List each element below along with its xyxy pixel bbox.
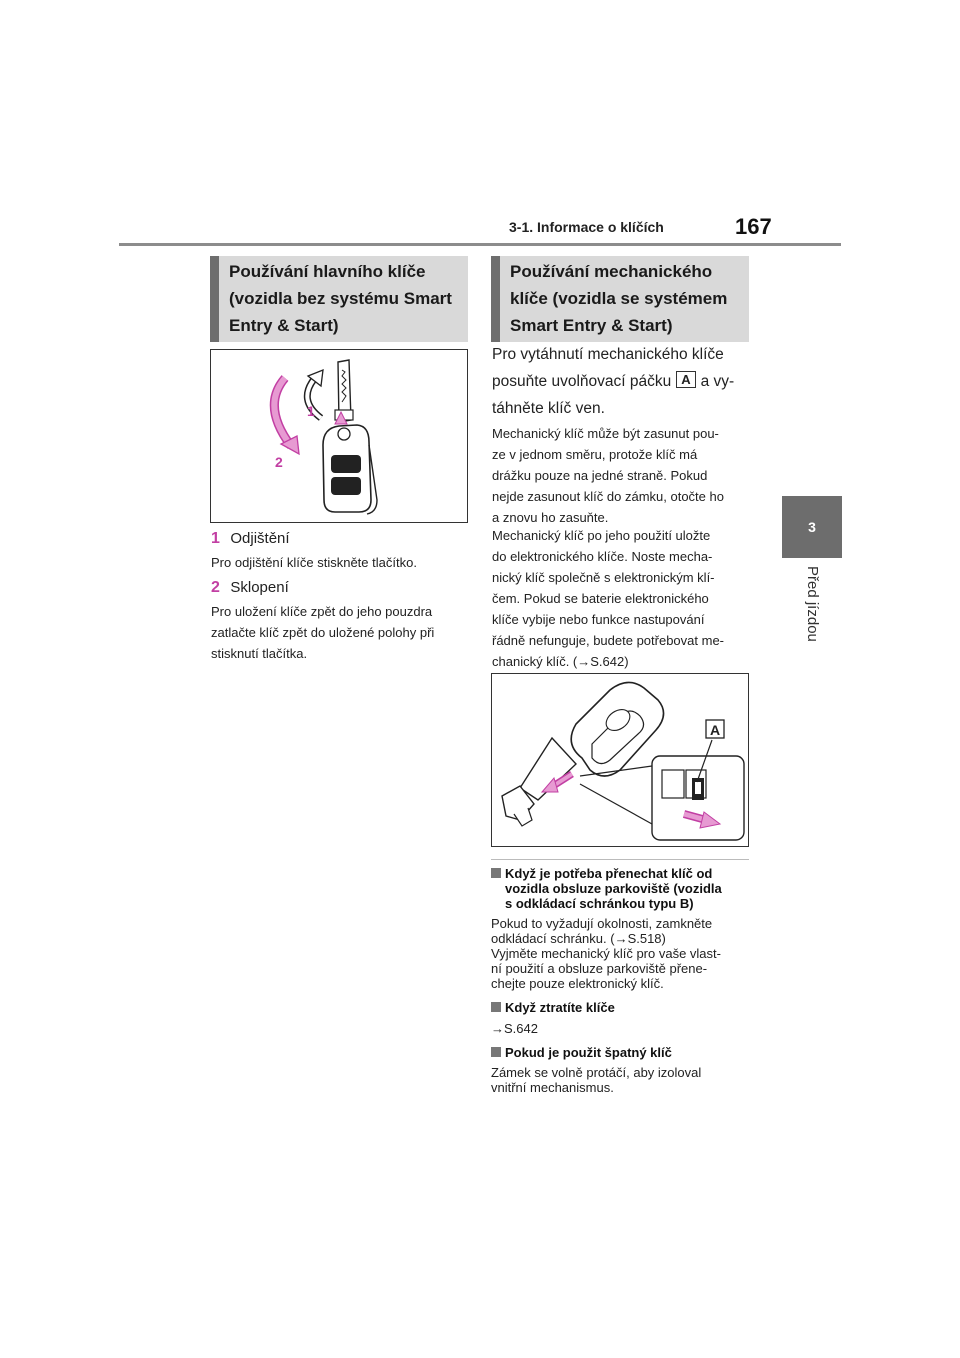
text-line: s odkládací schránkou typu B) — [505, 896, 694, 911]
right-section-heading — [491, 256, 749, 342]
text-line: odkládací schránku. (→S.518) — [491, 931, 666, 946]
text-line: klíče vybije nebo funkce nastupování — [492, 612, 705, 627]
right-heading-line: Smart Entry & Start) — [510, 316, 673, 335]
text-line: chanický klíč. (→S.642) — [492, 654, 629, 669]
bullet-square-icon — [491, 1047, 501, 1057]
notes-divider — [491, 859, 749, 860]
chapter-number: 3 — [808, 519, 816, 535]
section-title: 3-1. Informace o klíčích — [509, 219, 664, 235]
left-heading-line: Entry & Start) — [229, 316, 339, 335]
left-section-heading — [210, 256, 468, 342]
text-line: zatlačte klíč zpět do uložené polohy při — [211, 625, 435, 640]
note-title — [491, 866, 753, 911]
text-line: nický klíč společně s elektronickým klí- — [492, 570, 715, 585]
paragraph-2 — [492, 525, 754, 672]
note-text — [491, 916, 753, 991]
figure-label-1: 1 — [307, 403, 315, 419]
text-line: Mechanický klíč může být zasunut pou- — [492, 426, 719, 441]
text-line: Zámek se volně protáčí, aby izoloval — [491, 1065, 702, 1080]
text-line: čem. Pokud se baterie elektronického — [492, 591, 709, 606]
text-line: Mechanický klíč po jeho použití uložte — [492, 528, 711, 543]
note-title — [491, 1045, 753, 1060]
text-line: drážku pouze na jedné straně. Pokud — [492, 468, 708, 483]
text-line: chejte pouze elektronický klíč. — [491, 976, 664, 991]
text-line: vnitřní mechanismus. — [491, 1080, 614, 1095]
text-line: ze v jednom směru, protože klíč má — [492, 447, 698, 462]
step-text — [211, 601, 469, 664]
step-number: 1 — [211, 530, 220, 547]
smart-key-illustration — [492, 674, 747, 845]
step-text: Pro odjištění klíče stiskněte tlačítko. — [211, 555, 417, 570]
right-heading-line: Používání mechanického — [510, 262, 713, 281]
mechanical-key-figure — [491, 673, 749, 847]
step-2 — [211, 579, 469, 597]
figure-label-2: 2 — [275, 454, 283, 470]
text-line: nejde zasunout klíč do zámku, otočte ho — [492, 489, 724, 504]
bullet-square-icon — [491, 1002, 501, 1012]
header-divider — [119, 243, 841, 246]
callout-a: A — [676, 371, 695, 388]
step-title: Sklopení — [230, 579, 289, 596]
text-line: Vyjměte mechanický klíč pro vaše vlast- — [491, 946, 721, 961]
text-line: do elektronického klíče. Noste mecha- — [492, 549, 713, 564]
flip-key-illustration — [211, 350, 466, 521]
key-fold-figure — [210, 349, 468, 523]
chapter-label-box — [784, 566, 840, 656]
left-steps — [211, 530, 469, 664]
note-text — [491, 1065, 753, 1095]
text-line: ní použití a obsluze parkoviště přene- — [491, 961, 708, 976]
page-number: 167 — [735, 214, 772, 239]
text-line: a znovu ho zasuňte. — [492, 510, 609, 525]
step-1 — [211, 530, 469, 548]
notes — [491, 866, 753, 1095]
chapter-label: Před jízdou — [804, 566, 821, 642]
paragraph-1 — [492, 423, 754, 528]
bullet-square-icon — [491, 868, 501, 878]
text-line: řádně nefunguje, budete potřebovat me- — [492, 633, 725, 648]
text-span: Když je potřeba přenechat klíč od — [505, 866, 713, 881]
text-span: a vy- — [700, 373, 735, 390]
note-link[interactable]: →S.642 — [491, 1021, 538, 1036]
text-span: Když ztratíte klíče — [505, 1000, 615, 1015]
note-title — [491, 1000, 753, 1015]
text-span: posuňte uvolňovací páčku — [492, 373, 672, 390]
text-line: vozidla obsluze parkoviště (vozidla — [505, 881, 722, 896]
text-line: Pokud to vyžadují okolnosti, zamkněte — [491, 916, 713, 931]
text-line: Pro vytáhnutí mechanického klíče — [492, 346, 724, 363]
left-heading-line: (vozidla bez systému Smart — [229, 289, 452, 308]
step-number: 2 — [211, 579, 220, 596]
text-line: Pro uložení klíče zpět do jeho pouzdra — [211, 604, 433, 619]
text-line: táhněte klíč ven. — [492, 400, 605, 417]
left-heading-line: Používání hlavního klíče — [229, 262, 426, 281]
intro-paragraph — [492, 341, 754, 422]
text-line — [492, 368, 754, 395]
chapter-tab — [782, 496, 842, 558]
step-title: Odjištění — [230, 530, 290, 547]
figure-callout-a: A — [710, 722, 721, 738]
text-span: Pokud je použit špatný klíč — [505, 1045, 672, 1060]
text-line: stisknutí tlačítka. — [211, 646, 308, 661]
right-heading-line: klíče (vozidla se systémem — [510, 289, 728, 308]
